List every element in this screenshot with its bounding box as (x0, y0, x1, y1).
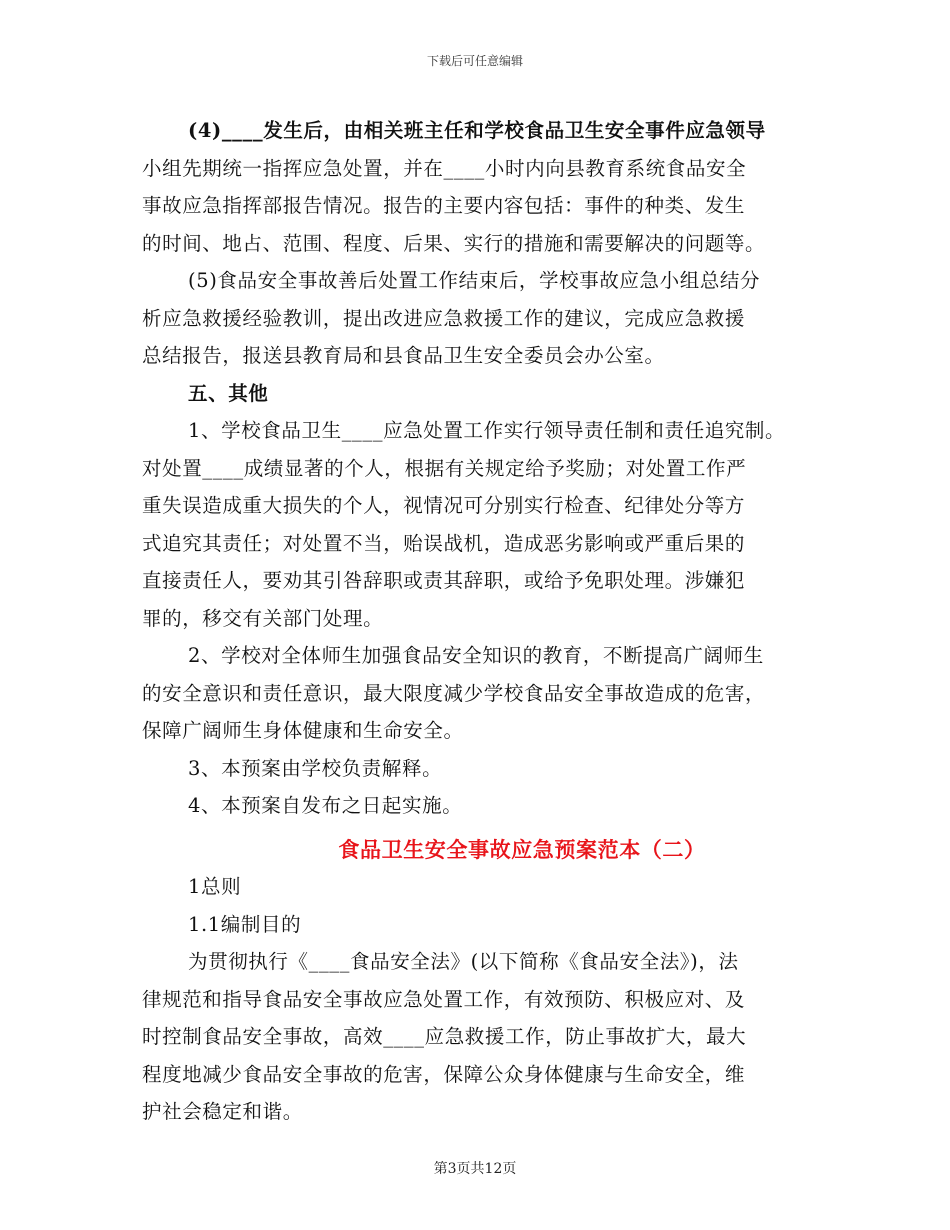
subsection-heading: 1.1编制目的 (188, 912, 302, 936)
list-item-4: 4、本预案自发布之日起实施。 (188, 794, 463, 817)
text-line: 1、学校食品卫生____应急处置工作实行领导责任制和责任追究制。 (188, 419, 786, 442)
list-item-2 (142, 637, 842, 750)
text-line: 式追究其责任；对处置不当，贻误战机，造成恶劣影响或严重后果的 (142, 531, 746, 555)
text-line: 的时间、地占、范围、程度、后果、实行的措施和需要解决的问题等。 (142, 231, 766, 255)
document-title: 食品卫生安全事故应急预案范本（二） (338, 836, 706, 862)
text-line: 小组先期统一指挥应急处置，并在____小时内向县教育系统食品安全 (142, 156, 747, 180)
list-item-3: 3、本预案由学校负责解释。 (188, 756, 443, 780)
text-line: (4)____发生后，由相关班主任和学校食品卫生安全事件应急领导 (188, 119, 766, 142)
page-number: 第3页共12页 (433, 1161, 517, 1177)
list-item-1 (142, 412, 842, 637)
text-line: 重失误造成重大损失的个人，视情况可分别实行检查、纪律处分等方 (142, 494, 746, 517)
text-line: 总结报告，报送县教育局和县食品卫生安全委员会办公室。 (142, 344, 665, 367)
text-line: 时控制食品安全事故，高效____应急救援工作，防止事故扩大，最大 (142, 1025, 747, 1048)
paragraph-5 (142, 262, 842, 375)
text-line: 程度地减少食品安全事故的危害，保障公众身体健康与生命安全，维 (142, 1062, 746, 1086)
purpose-paragraph (142, 943, 842, 1131)
text-line: 2、学校对全体师生加强食品安全知识的教育，不断提高广阔师生 (188, 644, 764, 667)
document-body (142, 112, 842, 1131)
text-line: 直接责任人，要劝其引咎辞职或责其辞职，或给予免职处理。涉嫌犯 (142, 569, 746, 592)
text-line: 律规范和指导食品安全事故应急处置工作，有效预防、积极应对、及 (142, 987, 746, 1011)
header-note: 下载后可任意编辑 (426, 54, 523, 68)
text-line: 的安全意识和责任意识，最大限度减少学校食品安全事故造成的危害， (142, 681, 766, 705)
paragraph-4 (142, 112, 842, 262)
section-heading: 五、其他 (188, 381, 269, 405)
text-line: 对处置____成绩显著的个人，根据有关规定给予奖励；对处置工作严 (142, 456, 747, 480)
text-line: (5)食品安全事故善后处置工作结束后，学校事故应急小组总结分 (188, 269, 761, 292)
text-line: 为贯彻执行《____食品安全法》(以下简称《食品安全法》)，法 (188, 950, 739, 973)
text-line: 罪的，移交有关部门处理。 (142, 606, 384, 630)
text-line: 保障广阔师生身体健康和生命安全。 (142, 719, 464, 742)
text-line: 护社会稳定和谐。 (142, 1100, 303, 1123)
section-heading: 1总则 (188, 875, 242, 898)
text-line: 析应急救援经验教训，提出改进应急救援工作的建议，完成应急救援 (142, 306, 746, 330)
text-line: 事故应急指挥部报告情况。报告的主要内容包括：事件的种类、发生 (142, 194, 746, 217)
